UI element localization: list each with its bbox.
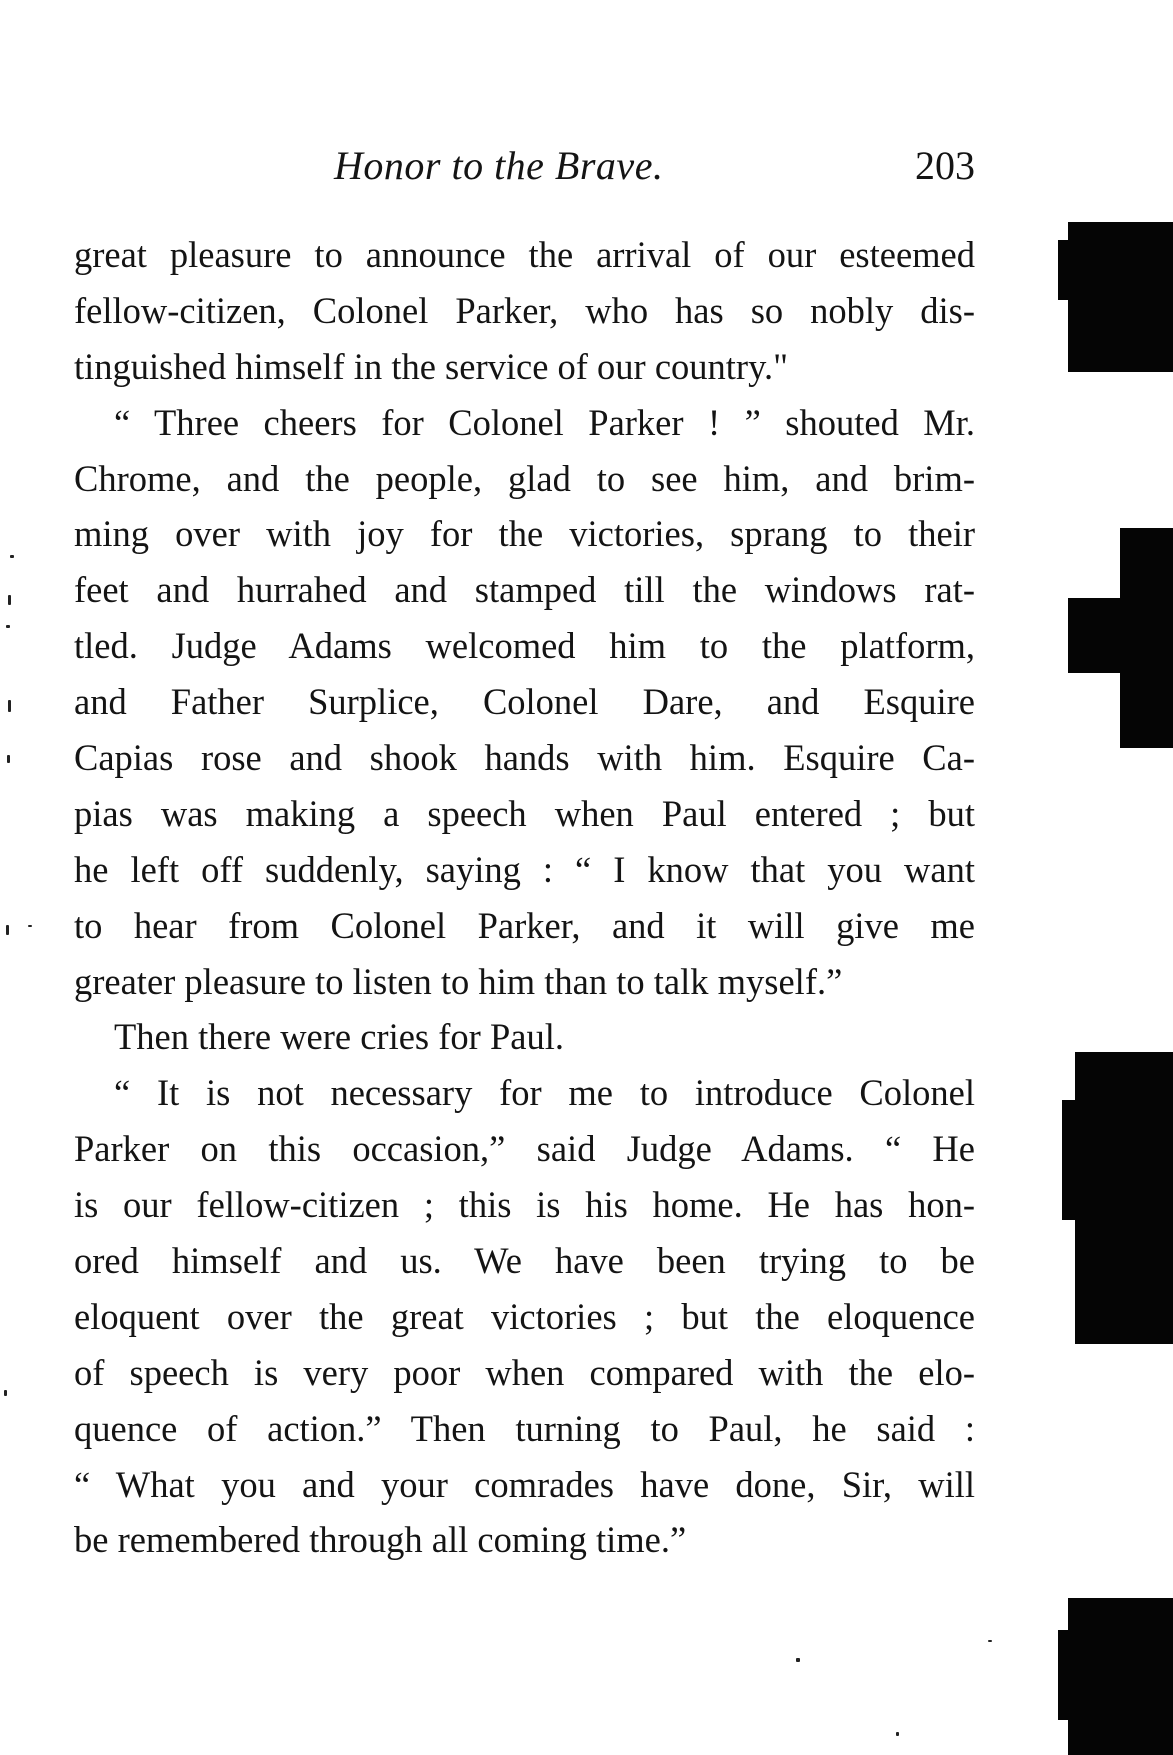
scan-speck (7, 755, 10, 763)
scan-artifact (1058, 240, 1078, 300)
scan-speck (896, 1732, 899, 1736)
scan-speck (8, 595, 11, 605)
text-line: tinguished himself in the service of our country." (74, 345, 788, 387)
text-line: quence of action.” Then turning to Paul, he said : (74, 1407, 975, 1449)
scan-artifact (1062, 1100, 1082, 1220)
text-line: ming over with joy for the victories, sprang to their (74, 513, 975, 555)
text-line: “ It is not necessary for me to introduce Colonel (114, 1072, 975, 1114)
scan-speck (28, 925, 32, 927)
text-line: Then there were cries for Paul. (114, 1016, 564, 1058)
text-line: “ Three cheers for Colonel Parker ! ” shouted Mr. (114, 401, 975, 443)
text-line: great pleasure to announce the arrival of our esteemed (74, 234, 975, 275)
text-line: eloquent over the great victories ; but the eloquence (74, 1295, 975, 1337)
text-line: and Father Surplice, Colonel Dare, and Esquire (74, 681, 975, 723)
scan-speck (6, 925, 9, 935)
scan-speck (6, 625, 10, 628)
text-line: pias was making a speech when Paul entered ; but (74, 792, 975, 834)
running-title: Honor to the Brave. (334, 143, 664, 188)
scan-speck (10, 555, 14, 558)
text-line: of speech is very poor when compared with the elo- (74, 1351, 975, 1393)
text-line: feet and hurrahed and stamped till the windows rat- (74, 569, 975, 611)
text-line: greater pleasure to listen to him than to talk myself.” (74, 960, 843, 1002)
scan-artifact (1068, 1598, 1173, 1755)
text-line: ored himself and us. We have been trying to be (74, 1240, 975, 1282)
scan-speck (988, 1640, 992, 1642)
scan-speck (796, 1658, 800, 1662)
text-line: tled. Judge Adams welcomed him to the platform, (74, 625, 975, 667)
text-line: to hear from Colonel Parker, and it will give me (74, 904, 975, 946)
text-line: Chrome, and the people, glad to see him, and brim- (74, 457, 975, 499)
scan-speck (4, 1390, 7, 1396)
text-line: he left off suddenly, saying : “ I know that you want (74, 848, 975, 890)
scan-artifact (1068, 598, 1128, 673)
page-header (74, 136, 975, 196)
text-line: fellow-citizen, Colonel Parker, who has so nobly dis- (74, 289, 975, 331)
text-line: “ What you and your comrades have done, Sir, will (74, 1463, 975, 1505)
page-number: 203 (915, 143, 975, 188)
body-text (74, 227, 975, 1568)
text-line: is our fellow-citizen ; this is his home. He has hon- (74, 1184, 975, 1226)
text-line: Capias rose and shook hands with him. Esquire Ca- (74, 737, 975, 779)
text-line: be remembered through all coming time.” (74, 1519, 687, 1561)
scan-speck (8, 700, 11, 712)
scan-artifact (1068, 222, 1173, 372)
text-line: Parker on this occasion,” said Judge Adams. “ He (74, 1128, 975, 1170)
scan-artifact (1058, 1630, 1076, 1720)
scan-artifact (1075, 1052, 1173, 1344)
